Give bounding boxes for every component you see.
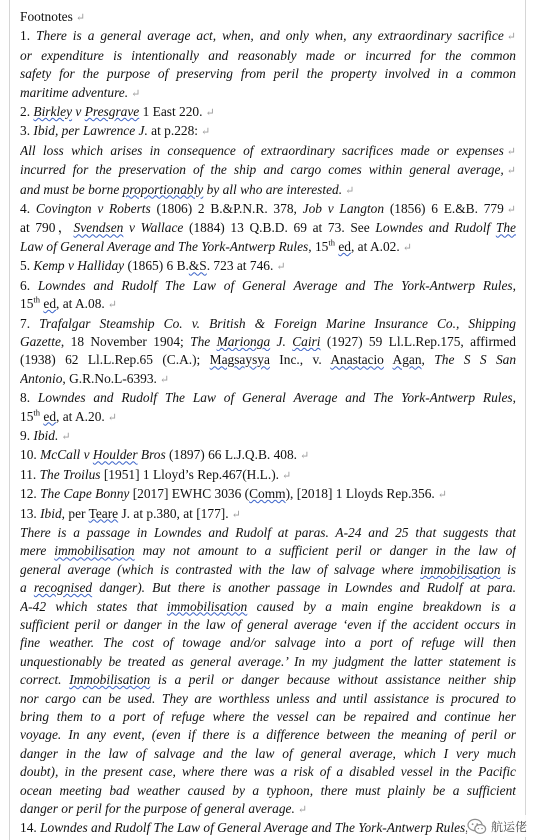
footnote-7: 7. Trafalgar Steamship Co. v. British & Foreign Marine Insurance Co., Shipping <box>20 315 516 331</box>
footnote-12: 12. The Cape Bonny [2017] EWHC 3036 (Comm), [2018] 1 Lloyds Rep.356. ↵ <box>20 486 447 502</box>
footnote-10: 10. McCall v Houlder Bros (1897) 66 L.J.Q.B. 408. ↵ <box>20 447 310 463</box>
watermark-badge <box>467 815 527 837</box>
footnote-6: 6. Lowndes and Rudolf The Law of General Average and The York-Antwerp Rules, <box>20 277 516 293</box>
footnote-8: 8. Lowndes and Rudolf The Law of General Average and The York-Antwerp Rules, <box>20 390 516 406</box>
footnotes-heading: Footnotes ↵ <box>20 9 86 24</box>
footnote-9: 9. Ibid. ↵ <box>20 427 71 443</box>
wechat-logo-icon <box>467 818 487 835</box>
page-border-left <box>9 0 10 840</box>
footnote-3-quote: All loss which arises in consequence of extraordinary sacrifices made or expenses ↵ <box>20 142 516 158</box>
footnote-4: 4. Covington v Roberts (1806) 2 B.&P.N.R. 378, Job v Langton (1856) 6 E.&B. 779 ↵ <box>20 201 516 217</box>
footnote-5: 5. Kemp v Halliday (1865) 6 B.&S. 723 at 746. ↵ <box>20 258 286 274</box>
footnotes-page: Footnotes ↵ 1. There is a general average act, when, and only when, any extraordinary sacrifice ↵ or expenditure is intentionally and reasonably made or incurred for the common safety for the purpose of preserving from peril the property involved in a common maritime adventure. ↵ 2. Birkley v Presgrave 1 East 220. ↵ 3. Ibid, per Lawrence J. at p.228: ↵ All loss which arises in consequence of extraordinary sacrifices made or expenses ↵ incurred for the preservation of the ship and cargo comes within general average, ↵ and must be borne proportionably by all who are interested. ↵ 4. Covington v Roberts (1806) 2 B.&P.N.R. 378, Job v Langton (1856) 6 E.&B. 779 ↵ at 790，Svendsen v Wallace (1884) 13 Q.B.D. 69 at 73. See Lowndes and Rudolf The Law of General Average and The York-Antwerp Rules, 15th ed, at A.02. ↵ 5. Kemp v Halliday (1865) 6 B.&S. 723 at 746. ↵ 6. Lowndes and Rudolf The Law of General Average and The York-Antwerp Rules, 15th ed, at A.08. ↵ 7. Trafalgar Steamship Co. v. British & Foreign Marine Insurance Co., Shipping Gazette, 18 November 1904; The Marionga J. Cairi (1927) 59 Ll.L.Rep.175, affirmed (1938) 62 Ll.L.Rep.65 (C.A.); Magsaysya Inc., v. Anastacio Agan, The S S San Antonio, G.R.No.L-6393. ↵ 8. Lowndes and Rudolf The Law of General Average and The York-Antwerp Rules, 15th ed, at A.20. ↵ 9. Ibid. ↵ 10. McCall v Houlder Bros (1897) 66 L.J.Q.B. 408. ↵ 11. The Troilus [1951] 1 Lloyd’s Rep.467(H.L.). ↵ 12. The Cape Bonny [2017] EWHC 3036 (Comm), [2018] 1 Lloyds Rep.356. ↵ 13. Ibid, per Teare J. at p.380, at [177]. ↵ There is a passage in Lowndes and Rudolf at paras. A-24 and 25 that suggests that mere immobilisation may not amount to a sufficient peril or danger in the law of general average (which is contrasted with the law of salvage where immobilisation is a recognised danger). But there is another passage in Lowndes and Rudolf at para. A-42 which states that immobilisation caused by a main engine breakdown is a sufficient peril or danger in the law of general average ‘even if the accident occurs in fine weather. The cost of towage and/or salvage into a port of refuge will then unquestionably be treated as general average.’ In my judgment the latter statement is correct. Immobilisation is a peril or danger because without assistance neither ship nor cargo can be used. They are worthless unless and until assistance is procured to bring them to a port of refuge where the vessel can be repaired and continue her voyage. In any event, (even if there is a difference between the meaning of peril or danger in the law of salvage and the law of general average, which I very much doubt), in the present case, where there was a risk of a disabled vessel in the Pacific ocean meeting bad weather caused by a typhoon, there must plainly be a sufficient danger or peril for the purpose of general average. ↵ 14. Lowndes and Rudolf The Law of General Average and The York-Antwerp Rules <box>20 8 516 838</box>
footnote-13: 13. Ibid, per Teare J. at p.380, at [177]. ↵ <box>20 505 241 521</box>
footnote-14: 14. Lowndes and Rudolf The Law of General Average and The York-Antwerp Rules <box>20 820 466 836</box>
footnote-13-quote: There is a passage in Lowndes and Rudolf at paras. A-24 and 25 that suggests that <box>20 524 516 540</box>
footnote-3: 3. Ibid, per Lawrence J. at p.228: ↵ <box>20 123 211 139</box>
page-border-right <box>525 0 526 840</box>
footnote-1: 1. There is a general average act, when, and only when, any extraordinary sacrifice ↵ <box>20 28 516 44</box>
footnote-11: 11. The Troilus [1951] 1 Lloyd’s Rep.467(H.L.). ↵ <box>20 466 292 482</box>
footnote-2: 2. Birkley v Presgrave 1 East 220. ↵ <box>20 104 215 120</box>
watermark-label: 航运佬 <box>490 819 527 834</box>
